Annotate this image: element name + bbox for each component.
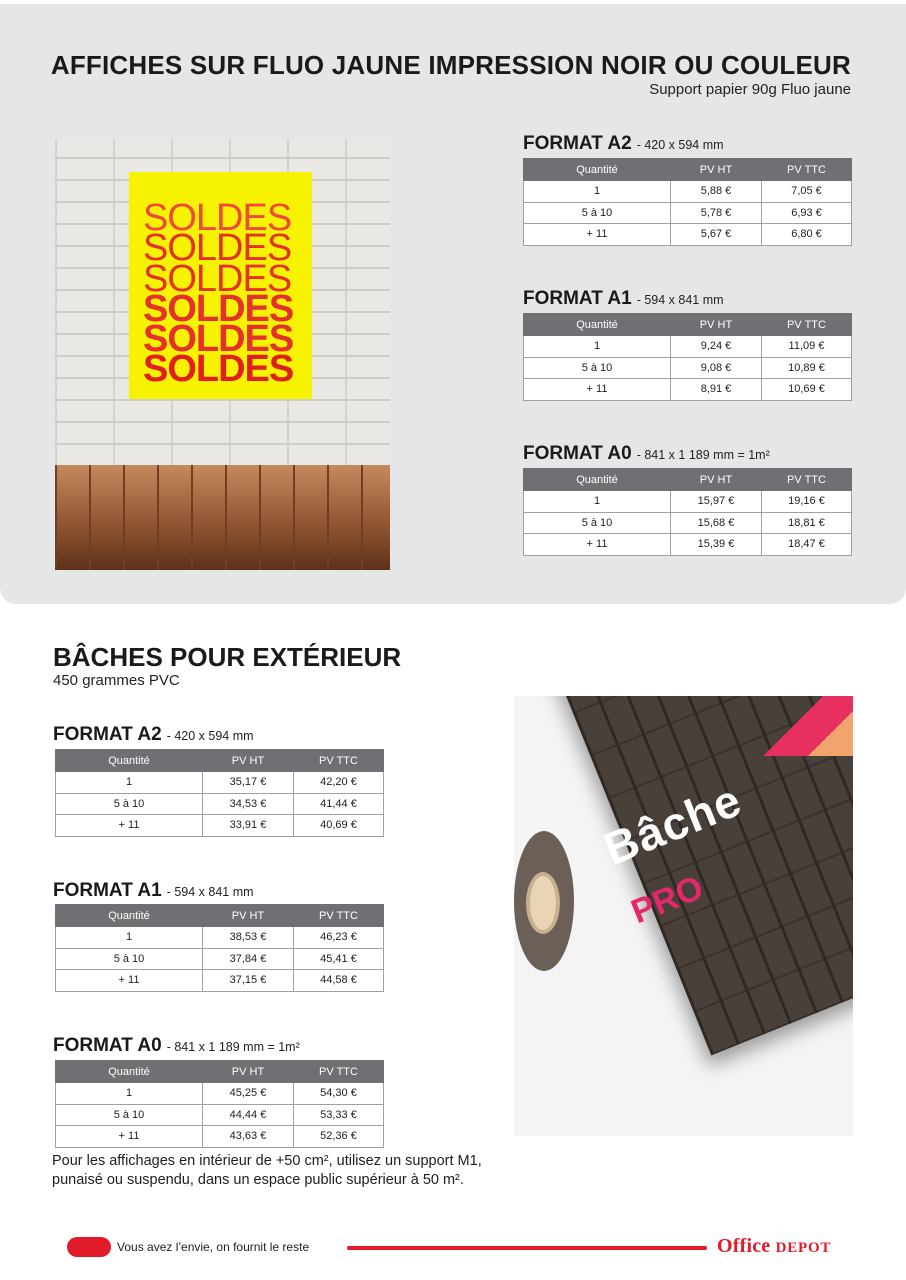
usage-note-line: Pour les affichages en intérieur de +50 cm², utilisez un support M1, (52, 1153, 482, 1169)
table-cell: 45,41 € (294, 948, 384, 970)
table-cell: 5 à 10 (524, 357, 671, 379)
poster-text-line: SOLDES (143, 288, 294, 330)
table-cell: 40,69 € (294, 815, 384, 837)
table-cell: + 11 (524, 534, 671, 556)
price-table-baches-a0 (55, 1060, 384, 1148)
usage-note (52, 1152, 532, 1190)
soldes-poster-image (55, 139, 390, 570)
table-row (56, 927, 384, 949)
table-row (524, 534, 852, 556)
table-cell: 35,17 € (203, 772, 294, 794)
column-header: PV HT (671, 469, 762, 491)
format-name: FORMAT A1 (53, 880, 162, 901)
table-cell: 5 à 10 (56, 1104, 203, 1126)
table-header-row (524, 469, 852, 491)
bache-word: Bâche (596, 773, 749, 876)
table-cell: 1 (524, 181, 671, 203)
table-cell: + 11 (524, 224, 671, 246)
table-cell: 15,39 € (671, 534, 762, 556)
table-cell: 19,16 € (762, 491, 852, 513)
table-row (56, 772, 384, 794)
table-cell: 46,23 € (294, 927, 384, 949)
table-row (524, 181, 852, 203)
column-header: PV TTC (762, 314, 852, 336)
poster-text-line: SOLDES (143, 348, 294, 390)
table-cell: 9,24 € (671, 336, 762, 358)
column-header: Quantité (524, 314, 671, 336)
column-header: PV TTC (294, 905, 384, 927)
table-cell: 53,33 € (294, 1104, 384, 1126)
column-header: Quantité (524, 159, 671, 181)
price-table-baches-a1 (55, 904, 384, 992)
table-cell: 43,63 € (203, 1126, 294, 1148)
format-a2-heading (53, 724, 254, 746)
column-header: Quantité (524, 469, 671, 491)
table-cell: 5,88 € (671, 181, 762, 203)
table-cell: 1 (524, 491, 671, 513)
table-header-row (56, 750, 384, 772)
section-subtitle-affiches: Support papier 90g Fluo jaune (649, 81, 851, 98)
table-cell: 44,58 € (294, 970, 384, 992)
table-cell: 5 à 10 (56, 793, 203, 815)
table-row (56, 970, 384, 992)
format-name: FORMAT A1 (523, 288, 632, 309)
column-header: PV TTC (294, 750, 384, 772)
format-a1-heading (523, 288, 724, 310)
table-cell: 10,69 € (762, 379, 852, 401)
price-table-affiches-a1 (523, 313, 852, 401)
table-cell: 1 (56, 1083, 203, 1105)
table-cell: + 11 (56, 970, 203, 992)
table-row (56, 1104, 384, 1126)
column-header: PV TTC (762, 159, 852, 181)
poster-text-line: SOLDES (143, 258, 292, 300)
column-header: PV TTC (762, 469, 852, 491)
format-a0-heading (523, 443, 770, 465)
table-cell: 6,93 € (762, 202, 852, 224)
table-cell: 5 à 10 (524, 512, 671, 534)
roll-core (526, 872, 560, 934)
table-row (524, 491, 852, 513)
table-cell: 9,08 € (671, 357, 762, 379)
table-cell: 5 à 10 (524, 202, 671, 224)
price-table-baches-a2 (55, 749, 384, 837)
column-header: PV HT (203, 750, 294, 772)
table-row (56, 793, 384, 815)
table-cell: 45,25 € (203, 1083, 294, 1105)
format-dims: - 420 x 594 mm (166, 729, 254, 743)
table-row (56, 815, 384, 837)
table-cell: 10,89 € (762, 357, 852, 379)
table-cell: 5,67 € (671, 224, 762, 246)
format-name: FORMAT A0 (53, 1035, 162, 1056)
table-row (524, 512, 852, 534)
logo-office: Office (717, 1235, 771, 1257)
table-cell: 1 (524, 336, 671, 358)
table-cell: 1 (56, 927, 203, 949)
format-dims: - 594 x 841 mm (166, 885, 254, 899)
column-header: Quantité (56, 1061, 203, 1083)
table-cell: 5,78 € (671, 202, 762, 224)
section-subtitle-baches: 450 grammes PVC (53, 672, 180, 689)
table-header-row (524, 314, 852, 336)
table-cell: 44,44 € (203, 1104, 294, 1126)
table-header-row (56, 905, 384, 927)
poster-text-line: SOLDES (143, 227, 292, 269)
format-a0-heading (53, 1035, 300, 1057)
table-cell: 15,97 € (671, 491, 762, 513)
column-header: PV TTC (294, 1061, 384, 1083)
table-row (524, 357, 852, 379)
table-row (524, 224, 852, 246)
table-cell: 41,44 € (294, 793, 384, 815)
price-table-affiches-a2 (523, 158, 852, 246)
table-cell: 11,09 € (762, 336, 852, 358)
table-cell: 52,36 € (294, 1126, 384, 1148)
bache-pro-product-image (514, 696, 853, 1136)
table-cell: 38,53 € (203, 927, 294, 949)
table-cell: + 11 (56, 815, 203, 837)
table-row (56, 1083, 384, 1105)
table-cell: 54,30 € (294, 1083, 384, 1105)
table-cell: + 11 (56, 1126, 203, 1148)
table-cell: 18,47 € (762, 534, 852, 556)
table-row (56, 1126, 384, 1148)
format-dims: - 841 x 1 189 mm = 1m² (636, 448, 770, 462)
pro-word: PRO (626, 868, 709, 932)
table-cell: 5 à 10 (56, 948, 203, 970)
section-title-baches: BÂCHES POUR EXTÉRIEUR (53, 642, 402, 672)
footer-pill-icon (67, 1237, 111, 1257)
footer-divider-line (347, 1246, 707, 1250)
table-cell: 37,84 € (203, 948, 294, 970)
column-header: PV HT (671, 314, 762, 336)
format-dims: - 841 x 1 189 mm = 1m² (166, 1040, 300, 1054)
table-cell: 18,81 € (762, 512, 852, 534)
table-row (524, 379, 852, 401)
table-cell: 34,53 € (203, 793, 294, 815)
table-cell: 15,68 € (671, 512, 762, 534)
table-cell: + 11 (524, 379, 671, 401)
format-a1-heading (53, 880, 254, 902)
table-row (524, 336, 852, 358)
price-table-affiches-a0 (523, 468, 852, 556)
table-cell: 37,15 € (203, 970, 294, 992)
column-header: PV HT (203, 905, 294, 927)
column-header: Quantité (56, 750, 203, 772)
sheet-corner-graphic (763, 696, 853, 756)
table-cell: 33,91 € (203, 815, 294, 837)
table-cell: 1 (56, 772, 203, 794)
column-header: PV HT (671, 159, 762, 181)
table-cell: 8,91 € (671, 379, 762, 401)
poster-text-line: SOLDES (143, 318, 294, 360)
column-header: Quantité (56, 905, 203, 927)
table-row (524, 202, 852, 224)
table-header-row (524, 159, 852, 181)
logo-depot: DEPOT (775, 1240, 832, 1256)
format-name: FORMAT A2 (523, 133, 632, 154)
poster-text-line: SOLDES (143, 197, 292, 239)
format-name: FORMAT A2 (53, 724, 162, 745)
footer-tagline: Vous avez l’envie, on fournit le reste (117, 1240, 310, 1254)
table-header-row (56, 1061, 384, 1083)
office-depot-logo (717, 1235, 831, 1258)
section-title-affiches: AFFICHES SUR FLUO JAUNE IMPRESSION NOIR OU COULEUR (50, 50, 851, 80)
column-header: PV HT (203, 1061, 294, 1083)
format-name: FORMAT A0 (523, 443, 632, 464)
format-a2-heading (523, 133, 724, 155)
table-cell: 42,20 € (294, 772, 384, 794)
format-dims: - 420 x 594 mm (636, 138, 724, 152)
format-dims: - 594 x 841 mm (636, 293, 724, 307)
table-row (56, 948, 384, 970)
usage-note-line: punaisé ou suspendu, dans un espace public supérieur à 50 m². (52, 1172, 464, 1188)
table-cell: 7,05 € (762, 181, 852, 203)
table-cell: 6,80 € (762, 224, 852, 246)
wood-floor (55, 465, 390, 570)
